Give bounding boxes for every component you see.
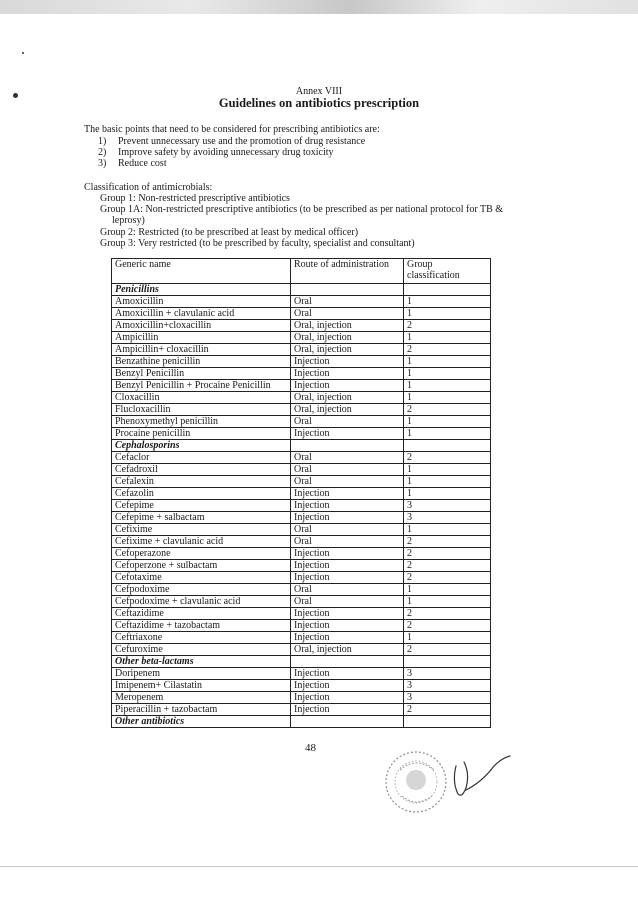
handwritten-signature-icon <box>448 752 518 802</box>
group-definition: Group 3: Very restricted (to be prescribed by faculty, specialist and consultant) <box>100 238 415 249</box>
cell-generic-name: Cefixime + clavulanic acid <box>112 536 291 548</box>
cell-route: Oral <box>291 452 404 464</box>
table-row <box>112 668 491 680</box>
group-definition: Group 1A: Non-restricted prescriptive antibiotics (to be prescribed as per national protocol for TB & <box>100 204 504 215</box>
table-group-row <box>112 716 491 728</box>
table-row <box>112 416 491 428</box>
cell-route: Oral <box>291 524 404 536</box>
table-row <box>112 584 491 596</box>
scan-speck <box>22 52 24 54</box>
table-row <box>112 404 491 416</box>
table-row <box>112 296 491 308</box>
group-definition: Group 2: Restricted (to be prescribed at least by medical officer) <box>100 227 359 238</box>
cell-group-classification: 1 <box>404 368 491 380</box>
cell-group-classification: 2 <box>404 536 491 548</box>
table-row <box>112 368 491 380</box>
cell-route: Injection <box>291 512 404 524</box>
cell-group-classification: 2 <box>404 560 491 572</box>
cell-group-classification: 2 <box>404 344 491 356</box>
cell-group-classification <box>404 284 491 296</box>
cell-generic-name: Cefpodoxime <box>112 584 291 596</box>
cell-generic-name: Benzyl Penicillin + Procaine Penicillin <box>112 380 291 392</box>
cell-route: Oral, injection <box>291 320 404 332</box>
cell-route: Injection <box>291 380 404 392</box>
cell-generic-name: Benzathine penicillin <box>112 356 291 368</box>
cell-group-classification: 3 <box>404 668 491 680</box>
table-row <box>112 692 491 704</box>
cell-generic-name: Doripenem <box>112 668 291 680</box>
cell-generic-name: Meropenem <box>112 692 291 704</box>
table-row <box>112 452 491 464</box>
point-number: 2) <box>98 147 107 158</box>
cell-generic-name: Cefuroxime <box>112 644 291 656</box>
point-number: 3) <box>98 158 107 169</box>
table-row <box>112 500 491 512</box>
cell-generic-name: Cephalosporins <box>112 440 291 452</box>
table-header-row <box>112 259 491 284</box>
table-row <box>112 464 491 476</box>
cell-group-classification: 2 <box>404 320 491 332</box>
cell-group-classification: 1 <box>404 428 491 440</box>
header-generic-name: Generic name <box>112 259 291 284</box>
cell-route: Injection <box>291 608 404 620</box>
cell-group-classification: 1 <box>404 488 491 500</box>
cell-generic-name: Cefepime + salbactam <box>112 512 291 524</box>
cell-route: Oral <box>291 308 404 320</box>
cell-generic-name: Ceftazidime <box>112 608 291 620</box>
cell-generic-name: Cefpodoxime + clavulanic acid <box>112 596 291 608</box>
cell-generic-name: Procaine penicillin <box>112 428 291 440</box>
cell-generic-name: Penicillins <box>112 284 291 296</box>
table-row <box>112 356 491 368</box>
cell-generic-name: Phenoxymethyl penicillin <box>112 416 291 428</box>
table-row <box>112 524 491 536</box>
point-number: 1) <box>98 136 107 147</box>
cell-group-classification: 2 <box>404 572 491 584</box>
cell-route: Injection <box>291 668 404 680</box>
intro-text: The basic points that need to be considered for prescribing antibiotics are: <box>84 124 380 135</box>
cell-route: Oral, injection <box>291 404 404 416</box>
page-title: Guidelines on antibiotics prescription <box>218 96 420 110</box>
cell-route: Injection <box>291 428 404 440</box>
cell-group-classification: 1 <box>404 380 491 392</box>
cell-route: Injection <box>291 704 404 716</box>
cell-group-classification: 1 <box>404 416 491 428</box>
cell-group-classification: 2 <box>404 608 491 620</box>
cell-generic-name: Ceftazidime + tazobactam <box>112 620 291 632</box>
table-row <box>112 476 491 488</box>
table-row <box>112 380 491 392</box>
cell-generic-name: Cefepime <box>112 500 291 512</box>
cell-route <box>291 440 404 452</box>
cell-generic-name: Cefalexin <box>112 476 291 488</box>
cell-route: Injection <box>291 356 404 368</box>
cell-group-classification: 3 <box>404 692 491 704</box>
cell-generic-name: Cefadroxil <box>112 464 291 476</box>
cell-group-classification <box>404 656 491 668</box>
official-stamp-icon <box>380 746 452 818</box>
table-row <box>112 548 491 560</box>
cell-route: Oral, injection <box>291 344 404 356</box>
cell-generic-name: Cefoperazone <box>112 548 291 560</box>
table-row <box>112 428 491 440</box>
cell-group-classification: 1 <box>404 308 491 320</box>
table-group-row <box>112 656 491 668</box>
cell-group-classification: 1 <box>404 584 491 596</box>
table-row <box>112 344 491 356</box>
cell-route: Injection <box>291 620 404 632</box>
cell-route: Injection <box>291 560 404 572</box>
cell-generic-name: Piperacillin + tazobactam <box>112 704 291 716</box>
table-row <box>112 392 491 404</box>
cell-route: Injection <box>291 692 404 704</box>
cell-generic-name: Other beta-lactams <box>112 656 291 668</box>
cell-route <box>291 716 404 728</box>
table-row <box>112 620 491 632</box>
cell-generic-name: Cefotaxime <box>112 572 291 584</box>
table-row <box>112 608 491 620</box>
cell-route: Injection <box>291 572 404 584</box>
cell-group-classification: 1 <box>404 356 491 368</box>
cell-group-classification: 1 <box>404 392 491 404</box>
point-text: Improve safety by avoiding unnecessary drug toxicity <box>118 147 334 158</box>
table-row <box>112 596 491 608</box>
cell-group-classification: 1 <box>404 332 491 344</box>
cell-route: Injection <box>291 368 404 380</box>
cell-generic-name: Cefaclor <box>112 452 291 464</box>
cell-generic-name: Cefoperzone + sulbactam <box>112 560 291 572</box>
cell-group-classification: 1 <box>404 296 491 308</box>
antibiotics-table <box>111 258 491 728</box>
cell-group-classification <box>404 716 491 728</box>
table-row <box>112 332 491 344</box>
cell-generic-name: Imipenem+ Cilastatin <box>112 680 291 692</box>
cell-generic-name: Benzyl Penicillin <box>112 368 291 380</box>
cell-group-classification: 3 <box>404 512 491 524</box>
cell-generic-name: Cefazolin <box>112 488 291 500</box>
table-row <box>112 488 491 500</box>
cell-generic-name: Cloxacillin <box>112 392 291 404</box>
cell-group-classification: 3 <box>404 680 491 692</box>
cell-group-classification: 2 <box>404 548 491 560</box>
group-definition: leprosy) <box>112 215 145 226</box>
table-group-row <box>112 284 491 296</box>
cell-generic-name: Amoxicillin <box>112 296 291 308</box>
cell-route <box>291 656 404 668</box>
cell-route: Oral <box>291 584 404 596</box>
cell-route: Oral, injection <box>291 392 404 404</box>
cell-group-classification: 2 <box>404 704 491 716</box>
page-number: 48 <box>305 742 316 754</box>
cell-route: Injection <box>291 548 404 560</box>
table-row <box>112 560 491 572</box>
annex-label: Annex VIII <box>295 86 343 97</box>
cell-group-classification: 1 <box>404 524 491 536</box>
cell-group-classification: 2 <box>404 620 491 632</box>
cell-generic-name: Ampicillin <box>112 332 291 344</box>
cell-route <box>291 284 404 296</box>
cell-group-classification: 2 <box>404 404 491 416</box>
table-group-row <box>112 440 491 452</box>
table-row <box>112 644 491 656</box>
cell-group-classification: 3 <box>404 500 491 512</box>
cell-route: Oral <box>291 476 404 488</box>
header-group-classification: Group classification <box>404 259 491 284</box>
scan-edge-bottom <box>0 866 638 867</box>
cell-group-classification: 1 <box>404 596 491 608</box>
cell-generic-name: Flucloxacillin <box>112 404 291 416</box>
table-body <box>112 284 491 728</box>
table-row <box>112 572 491 584</box>
cell-route: Injection <box>291 500 404 512</box>
table-row <box>112 632 491 644</box>
point-text: Prevent unnecessary use and the promotion of drug resistance <box>118 136 366 147</box>
table-row <box>112 308 491 320</box>
cell-route: Oral, injection <box>291 332 404 344</box>
table-row <box>112 536 491 548</box>
cell-route: Injection <box>291 632 404 644</box>
cell-route: Injection <box>291 680 404 692</box>
cell-generic-name: Amoxicillin+cloxacillin <box>112 320 291 332</box>
cell-route: Oral, injection <box>291 644 404 656</box>
cell-group-classification: 2 <box>404 452 491 464</box>
cell-route: Oral <box>291 596 404 608</box>
cell-generic-name: Amoxicillin + clavulanic acid <box>112 308 291 320</box>
cell-route: Oral <box>291 536 404 548</box>
table-row <box>112 512 491 524</box>
cell-group-classification: 1 <box>404 632 491 644</box>
cell-route: Oral <box>291 296 404 308</box>
cell-generic-name: Ampicillin+ cloxacillin <box>112 344 291 356</box>
header-route: Route of administration <box>291 259 404 284</box>
classification-heading: Classification of antimicrobials: <box>84 182 213 193</box>
cell-route: Oral <box>291 416 404 428</box>
cell-route: Oral <box>291 464 404 476</box>
table-row <box>112 704 491 716</box>
point-text: Reduce cost <box>118 158 167 169</box>
scan-edge-top <box>0 0 638 14</box>
cell-generic-name: Other antibiotics <box>112 716 291 728</box>
group-definition: Group 1: Non-restricted prescriptive antibiotics <box>100 193 290 204</box>
cell-group-classification <box>404 440 491 452</box>
table-row <box>112 320 491 332</box>
table-row <box>112 680 491 692</box>
cell-generic-name: Cefixime <box>112 524 291 536</box>
cell-generic-name: Ceftriaxone <box>112 632 291 644</box>
cell-route: Injection <box>291 488 404 500</box>
cell-group-classification: 2 <box>404 644 491 656</box>
cell-group-classification: 1 <box>404 464 491 476</box>
cell-group-classification: 1 <box>404 476 491 488</box>
